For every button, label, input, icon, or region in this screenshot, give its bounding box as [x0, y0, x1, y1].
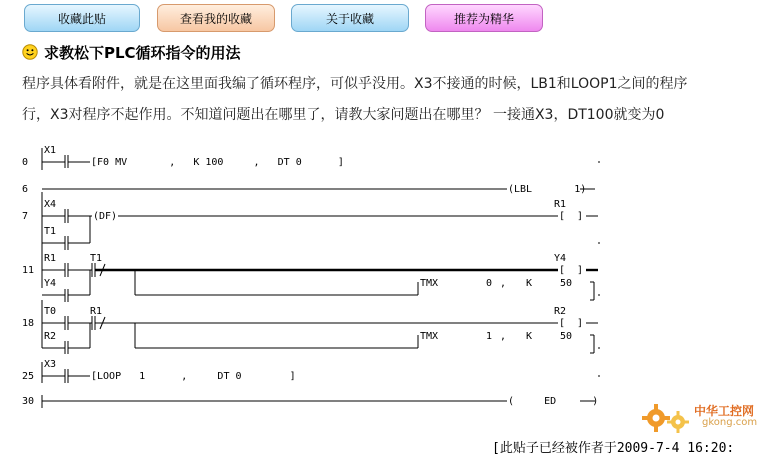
- step-number: 0: [22, 157, 29, 168]
- post-body-line-2: 行，X3对程序不起作用。不知道问题出在哪里了，请教大家问题出在哪里？ 一接通X3，DT100就变为0: [22, 107, 665, 123]
- coil-label: R1: [554, 199, 567, 210]
- gkong-logo: [638, 398, 773, 438]
- timer-number: 0: [486, 278, 493, 289]
- contact-label: T1: [44, 226, 57, 237]
- post-title-row: [22, 40, 241, 64]
- contact-label: T0: [44, 306, 57, 317]
- instruction-text: (LBL 1): [508, 184, 587, 195]
- post-body-line-1: 程序具体看附件，就是在这里面我编了循环程序，可似乎没用。X3不接通的时候，LB1和LOOP1之间的程序: [22, 76, 688, 92]
- view-favorites-button[interactable]: 查看我的收藏: [157, 4, 275, 32]
- coil-label: R2: [554, 306, 567, 317]
- step-number: 6: [22, 184, 29, 195]
- instruction-text: ( ED ): [508, 396, 599, 407]
- instruction-text: [LOOP 1 , DT 0 ]: [91, 371, 296, 382]
- smiley-icon: [22, 44, 38, 60]
- about-favorites-button[interactable]: 关于收藏: [291, 4, 409, 32]
- timer-label: TMX: [420, 278, 439, 289]
- coil-box: [ ]: [559, 211, 584, 222]
- timer-k: K: [526, 278, 533, 289]
- contact-label: X3: [44, 359, 57, 370]
- contact-label: R1: [44, 253, 57, 264]
- coil-label: Y4: [554, 253, 567, 264]
- contact-label: X1: [44, 145, 57, 156]
- contact-label: T1: [90, 253, 103, 264]
- contact-label: Y4: [44, 278, 57, 289]
- timer-number: 1: [486, 331, 493, 342]
- timer-label: TMX: [420, 331, 439, 342]
- comma: ,: [500, 278, 507, 289]
- coil-box: [ ]: [559, 318, 584, 329]
- comma: ,: [500, 331, 507, 342]
- timer-value: 50: [560, 278, 573, 289]
- logo-name: 中华工控网: [694, 404, 755, 418]
- recommend-button[interactable]: 推荐为精华: [425, 4, 543, 32]
- coil-box: [ ]: [559, 265, 584, 276]
- step-number: 25: [22, 371, 35, 382]
- step-number: 11: [22, 265, 35, 276]
- ladder-diagram: [20, 140, 610, 415]
- contact-label: R2: [44, 331, 57, 342]
- instruction-text: (DF): [93, 211, 118, 222]
- post-title: 求教松下PLC循环指令的用法: [44, 43, 241, 62]
- favorite-button[interactable]: 收藏此贴: [24, 4, 140, 32]
- edit-note: [此贴子已经被作者于2009-7-4 16:20:: [492, 441, 735, 456]
- timer-k: K: [526, 331, 533, 342]
- logo-url: gkong.com: [702, 417, 758, 428]
- step-number: 30: [22, 396, 35, 407]
- instruction-text: [F0 MV , K 100 , DT 0 ]: [91, 157, 344, 168]
- gear-icon: [638, 398, 694, 438]
- step-number: 18: [22, 318, 35, 329]
- step-number: 7: [22, 211, 29, 222]
- contact-label: X4: [44, 199, 57, 210]
- timer-value: 50: [560, 331, 573, 342]
- contact-label: R1: [90, 306, 103, 317]
